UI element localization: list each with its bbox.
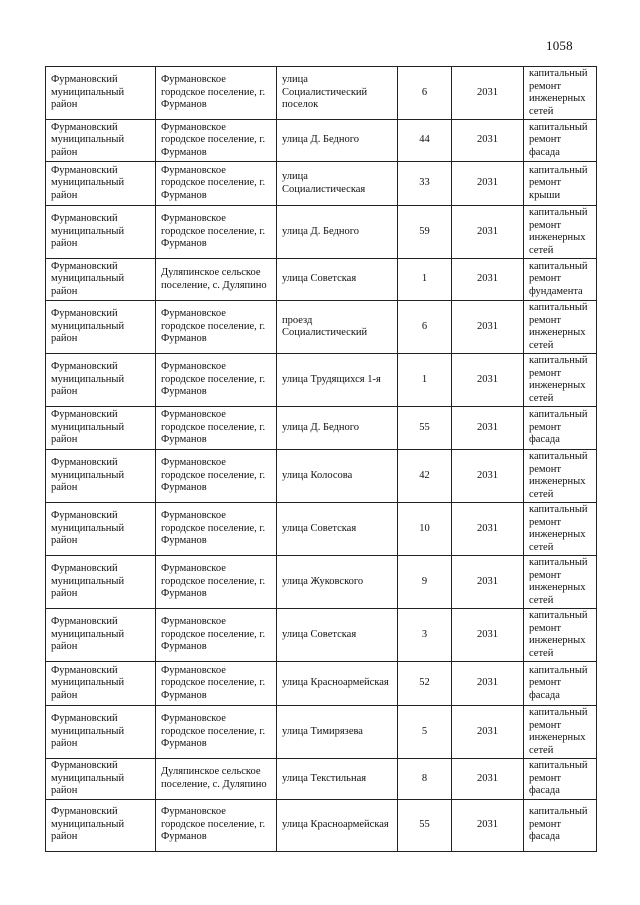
district-cell: Фурмановский муниципальный район [46, 503, 156, 556]
house-number-cell: 6 [398, 67, 452, 120]
table-row [46, 706, 597, 759]
year-cell: 2031 [452, 759, 524, 800]
settlement-cell: Фурмановское городское поселение, г. Фурманов [156, 609, 277, 662]
works-type-cell: капитальный ремонт инженерных сетей [524, 609, 597, 662]
street-cell: улица Красноармейская [277, 799, 398, 851]
house-number-cell: 1 [398, 354, 452, 407]
house-number-cell: 1 [398, 259, 452, 301]
district-cell: Фурмановский муниципальный район [46, 259, 156, 301]
house-repair-table [45, 66, 597, 852]
district-cell: Фурмановский муниципальный район [46, 609, 156, 662]
page-number: 1058 [546, 38, 573, 53]
table-row [46, 450, 597, 503]
works-type-cell: капитальный ремонт инженерных сетей [524, 206, 597, 259]
table-row [46, 759, 597, 800]
works-type-cell: капитальный ремонт инженерных сетей [524, 354, 597, 407]
works-type-cell: капитальный ремонт инженерных сетей [524, 706, 597, 759]
year-cell: 2031 [452, 450, 524, 503]
year-cell: 2031 [452, 354, 524, 407]
district-cell: Фурмановский муниципальный район [46, 556, 156, 609]
settlement-cell: Фурмановское городское поселение, г. Фурманов [156, 556, 277, 609]
settlement-cell: Фурмановское городское поселение, г. Фурманов [156, 503, 277, 556]
settlement-cell: Фурмановское городское поселение, г. Фурманов [156, 301, 277, 354]
settlement-cell: Фурмановское городское поселение, г. Фурманов [156, 662, 277, 706]
year-cell: 2031 [452, 162, 524, 206]
works-type-cell: капитальный ремонт инженерных сетей [524, 450, 597, 503]
year-cell: 2031 [452, 259, 524, 301]
table-row [46, 407, 597, 450]
table-row [46, 503, 597, 556]
table-row [46, 609, 597, 662]
works-type-cell: капитальный ремонт инженерных сетей [524, 301, 597, 354]
table-row [46, 120, 597, 162]
table-row [46, 259, 597, 301]
table-row [46, 556, 597, 609]
works-type-cell: капитальный ремонт фасада [524, 407, 597, 450]
table-row [46, 799, 597, 851]
district-cell: Фурмановский муниципальный район [46, 354, 156, 407]
house-number-cell: 9 [398, 556, 452, 609]
street-cell: улица Советская [277, 259, 398, 301]
district-cell: Фурмановский муниципальный район [46, 662, 156, 706]
settlement-cell: Фурмановское городское поселение, г. Фурманов [156, 799, 277, 851]
works-type-cell: капитальный ремонт фасада [524, 120, 597, 162]
year-cell: 2031 [452, 556, 524, 609]
street-cell: проезд Социалистический [277, 301, 398, 354]
house-number-cell: 55 [398, 407, 452, 450]
street-cell: улица Социалистический поселок [277, 67, 398, 120]
year-cell: 2031 [452, 799, 524, 851]
works-type-cell: капитальный ремонт фасада [524, 662, 597, 706]
settlement-cell: Дуляпинское сельское поселение, с. Дуляпино [156, 759, 277, 800]
year-cell: 2031 [452, 67, 524, 120]
street-cell: улица Д. Бедного [277, 206, 398, 259]
district-cell: Фурмановский муниципальный район [46, 162, 156, 206]
year-cell: 2031 [452, 206, 524, 259]
table-row [46, 206, 597, 259]
district-cell: Фурмановский муниципальный район [46, 706, 156, 759]
works-type-cell: капитальный ремонт фундамента [524, 259, 597, 301]
district-cell: Фурмановский муниципальный район [46, 799, 156, 851]
works-type-cell: капитальный ремонт инженерных сетей [524, 67, 597, 120]
house-number-cell: 5 [398, 706, 452, 759]
table-row [46, 354, 597, 407]
house-number-cell: 8 [398, 759, 452, 800]
house-number-cell: 59 [398, 206, 452, 259]
year-cell: 2031 [452, 301, 524, 354]
district-cell: Фурмановский муниципальный район [46, 759, 156, 800]
street-cell: улица Д. Бедного [277, 407, 398, 450]
table-row [46, 301, 597, 354]
settlement-cell: Фурмановское городское поселение, г. Фурманов [156, 450, 277, 503]
house-number-cell: 44 [398, 120, 452, 162]
table-row [46, 662, 597, 706]
street-cell: улица Д. Бедного [277, 120, 398, 162]
works-type-cell: капитальный ремонт инженерных сетей [524, 503, 597, 556]
street-cell: улица Текстильная [277, 759, 398, 800]
settlement-cell: Фурмановское городское поселение, г. Фурманов [156, 354, 277, 407]
settlement-cell: Фурмановское городское поселение, г. Фурманов [156, 407, 277, 450]
settlement-cell: Фурмановское городское поселение, г. Фурманов [156, 67, 277, 120]
street-cell: улица Социалистическая [277, 162, 398, 206]
year-cell: 2031 [452, 503, 524, 556]
district-cell: Фурмановский муниципальный район [46, 301, 156, 354]
table-row [46, 162, 597, 206]
district-cell: Фурмановский муниципальный район [46, 206, 156, 259]
house-number-cell: 52 [398, 662, 452, 706]
year-cell: 2031 [452, 120, 524, 162]
year-cell: 2031 [452, 609, 524, 662]
house-number-cell: 42 [398, 450, 452, 503]
street-cell: улица Советская [277, 503, 398, 556]
year-cell: 2031 [452, 706, 524, 759]
street-cell: улица Тимирязева [277, 706, 398, 759]
street-cell: улица Советская [277, 609, 398, 662]
works-type-cell: капитальный ремонт крыши [524, 162, 597, 206]
house-number-cell: 3 [398, 609, 452, 662]
street-cell: улица Колосова [277, 450, 398, 503]
settlement-cell: Фурмановское городское поселение, г. Фурманов [156, 206, 277, 259]
table-body [46, 67, 597, 852]
street-cell: улица Красноармейская [277, 662, 398, 706]
house-number-cell: 10 [398, 503, 452, 556]
works-type-cell: капитальный ремонт фасада [524, 759, 597, 800]
district-cell: Фурмановский муниципальный район [46, 67, 156, 120]
year-cell: 2031 [452, 407, 524, 450]
works-type-cell: капитальный ремонт фасада [524, 799, 597, 851]
settlement-cell: Фурмановское городское поселение, г. Фурманов [156, 120, 277, 162]
settlement-cell: Фурмановское городское поселение, г. Фурманов [156, 706, 277, 759]
district-cell: Фурмановский муниципальный район [46, 450, 156, 503]
house-number-cell: 6 [398, 301, 452, 354]
settlement-cell: Дуляпинское сельское поселение, с. Дуляпино [156, 259, 277, 301]
works-type-cell: капитальный ремонт инженерных сетей [524, 556, 597, 609]
year-cell: 2031 [452, 662, 524, 706]
house-number-cell: 55 [398, 799, 452, 851]
street-cell: улица Жуковского [277, 556, 398, 609]
settlement-cell: Фурмановское городское поселение, г. Фурманов [156, 162, 277, 206]
district-cell: Фурмановский муниципальный район [46, 120, 156, 162]
street-cell: улица Трудящихся 1-я [277, 354, 398, 407]
house-number-cell: 33 [398, 162, 452, 206]
district-cell: Фурмановский муниципальный район [46, 407, 156, 450]
table-row [46, 67, 597, 120]
